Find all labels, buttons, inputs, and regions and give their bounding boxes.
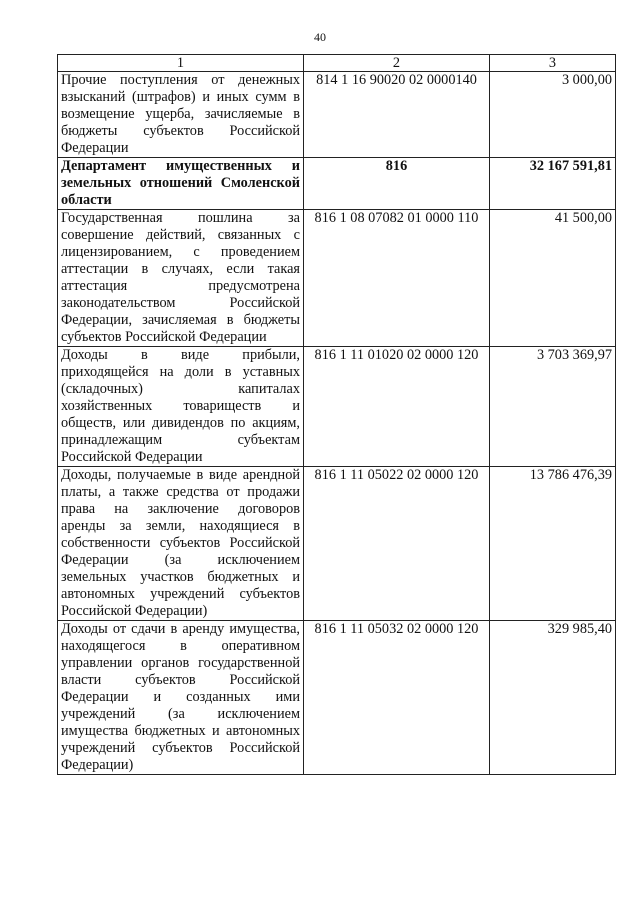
row-description: Доходы, получаемые в виде арендной платы, а также средства от продажи права на заключение договоров аренды за земли, находящиеся в собственности субъектов Российской Федерации (за исключением земельных участков бюджетных и автономных учреждений субъектов Российской Федерации) xyxy=(58,467,304,621)
table-header-row xyxy=(58,55,616,72)
row-description: Государственная пошлина за совершение действий, связанных с лицензированием, с проведением аттестации в случаях, если такая аттестация предусмотрена законодательством Российской Федерации, зачисляемая в бюджеты субъектов Российской Федерации xyxy=(58,210,304,347)
row-description: Прочие поступления от денежных взысканий (штрафов) и иных сумм в возмещение ущерба, зачисляемые в бюджеты субъектов Российской Федерации xyxy=(58,72,304,158)
department-name: Департамент имущественных и земельных отношений Смоленской области xyxy=(58,158,304,210)
revenue-table xyxy=(57,54,616,775)
table-row xyxy=(58,347,616,467)
row-amount: 13 786 476,39 xyxy=(490,467,616,621)
row-code: 814 1 16 90020 02 0000140 xyxy=(304,72,490,158)
page-number: 40 xyxy=(314,30,326,44)
row-amount: 41 500,00 xyxy=(490,210,616,347)
row-amount: 3 000,00 xyxy=(490,72,616,158)
row-code: 816 1 11 01020 02 0000 120 xyxy=(304,347,490,467)
row-code: 816 1 08 07082 01 0000 110 xyxy=(304,210,490,347)
row-description: Доходы от сдачи в аренду имущества, находящегося в оперативном управлении органов государственной власти субъектов Российской Федерации и созданных ими учреждений (за исключением имущества бюджетных и автономных учреждений субъектов Российской Федерации) xyxy=(58,621,304,775)
column-header-1: 1 xyxy=(58,55,304,72)
row-description: Доходы в виде прибыли, приходящейся на доли в уставных (складочных) капиталах хозяйственных товариществ и обществ, или дивидендов по акциям, принадлежащим субъектам Российской Федерации xyxy=(58,347,304,467)
department-row xyxy=(58,158,616,210)
row-amount: 3 703 369,97 xyxy=(490,347,616,467)
department-total: 32 167 591,81 xyxy=(490,158,616,210)
table-row xyxy=(58,72,616,158)
row-code: 816 1 11 05032 02 0000 120 xyxy=(304,621,490,775)
department-code: 816 xyxy=(304,158,490,210)
table-row xyxy=(58,467,616,621)
column-header-3: 3 xyxy=(490,55,616,72)
column-header-2: 2 xyxy=(304,55,490,72)
row-amount: 329 985,40 xyxy=(490,621,616,775)
table-row xyxy=(58,210,616,347)
row-code: 816 1 11 05022 02 0000 120 xyxy=(304,467,490,621)
table-row xyxy=(58,621,616,775)
